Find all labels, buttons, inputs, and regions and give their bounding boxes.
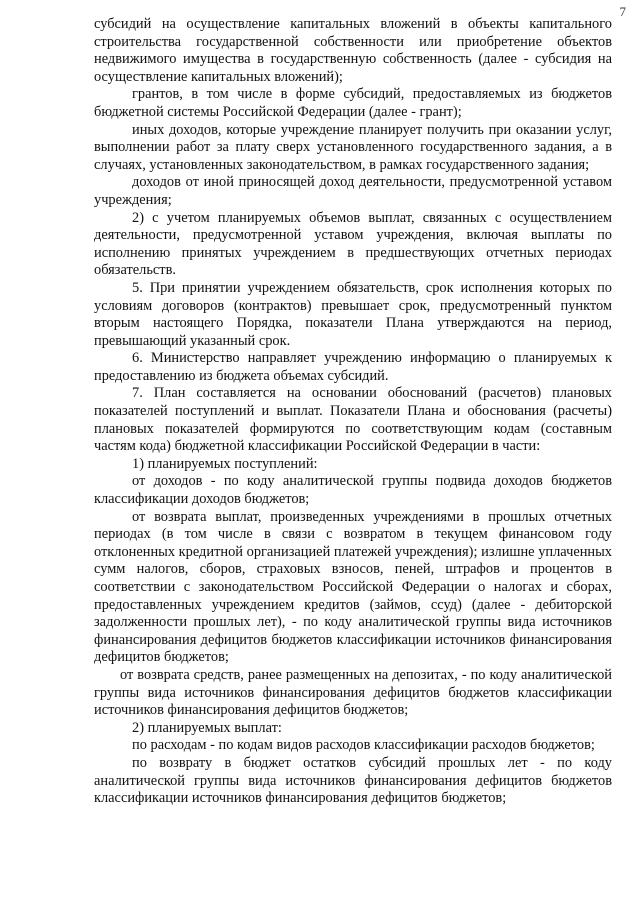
paragraph: субсидий на осуществление капитальных вложений в объекты капитального строительства государственной собственности или приобретение объектов недвижимого имущества в государственную собственность (далее - субсидия на осуществление капитальных вложений); [94, 16, 612, 85]
paragraph: от доходов - по коду аналитической группы подвида доходов бюджетов классификации доходов бюджетов; [94, 473, 612, 508]
paragraph: от возврата средств, ранее размещенных на депозитах, - по коду аналитической группы вида источников финансирования дефицитов бюджетов классификации источников финансирования дефицитов бюджетов; [94, 666, 612, 719]
paragraph: иных доходов, которые учреждение планирует получить при оказании услуг, выполнении работ за плату сверх установленного государственного задания, а в случаях, установленных законодательством, в рамках государственного задания; [94, 121, 612, 173]
page-number: 7 [619, 4, 626, 19]
paragraph: 1) планируемых поступлений: [132, 455, 318, 472]
paragraph: 6. Министерство направляет учреждению информацию о планируемых к предоставлению из бюджета объемах субсидий. [94, 350, 612, 384]
paragraph: от возврата выплат, произведенных учреждениями в прошлых отчетных периодах (в том числе в связи с возвратом в текущем финансовом году отклоненных кредитной организацией платежей учреждения); излишне уплаченных сумм налогов, сборов, страховых взносов, пеней, штрафов и процентов в соответствии с законодательством Российской Федерации о налогах и сборах, предоставленных учреждением кредитов (займов, ссуд) (далее - дебиторской задолженности прошлых лет), - по коду аналитической группы вида источников финансирования дефицитов бюджетов классификации источников финансирования дефицитов бюджетов; [94, 508, 612, 666]
paragraph: 2) планируемых выплат: [132, 719, 282, 736]
paragraph: грантов, в том числе в форме субсидий, предоставляемых из бюджетов бюджетной системы Российской Федерации (далее - грант); [94, 86, 612, 120]
document-body [94, 16, 612, 808]
paragraph: по возврату в бюджет остатков субсидий прошлых лет - по коду аналитической группы вида источников финансирования дефицитов бюджетов классификации источников финансирования дефицитов бюджетов; [94, 754, 612, 807]
paragraph: 7. План составляется на основании обоснований (расчетов) плановых показателей поступлений и выплат. Показатели Плана и обоснования (расчеты) плановых показателей формируются по соответствующим кодам (составным частям кода) бюджетной классификации Российской Федерации в части: [94, 385, 612, 455]
paragraph: 2) с учетом планируемых объемов выплат, связанных с осуществлением деятельности, предусмотренной уставом учреждения, включая выплаты по исполнению принятых учреждением в предшествующих отчетных периодах обязательств. [94, 209, 612, 279]
paragraph: 5. При принятии учреждением обязательств, срок исполнения которых по условиям договоров (контрактов) превышает срок, предусмотренный пунктом вторым настоящего Порядка, показатели Плана утверждаются на период, превышающий указанный срок. [94, 279, 612, 349]
paragraph: по расходам - по кодам видов расходов классификации расходов бюджетов; [132, 737, 595, 754]
paragraph: доходов от иной приносящей доход деятельности, предусмотренной уставом учреждения; [94, 174, 612, 208]
